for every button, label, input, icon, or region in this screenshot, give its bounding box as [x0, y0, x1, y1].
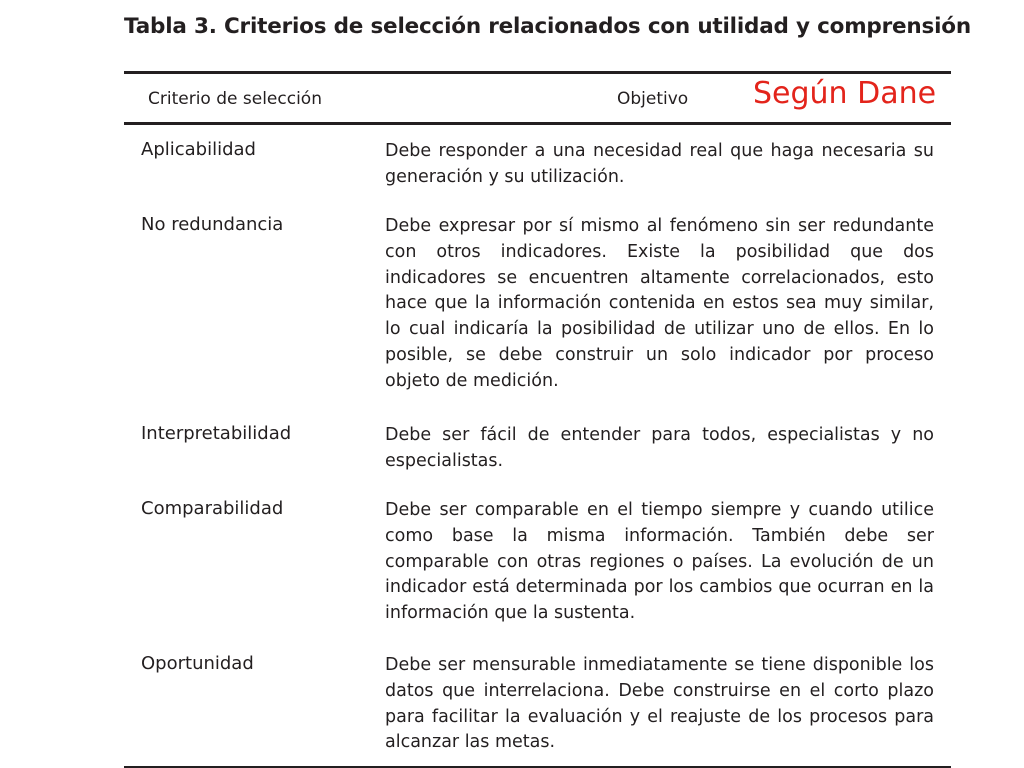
- row-objective: Debe expresar por sí mismo al fenómeno sin ser redundante con otros indicadores. Existe la posibilidad que dos indicadores se encuentren altamente correlacionados, esto hace que la información contenida en estos sea muy similar, lo cual indicaría la posibilidad de utilizar uno de ellos. En lo posible, se debe construir un solo indicador por proceso objeto de medición.: [385, 216, 934, 391]
- column-header-objective: Objetivo: [617, 89, 689, 109]
- source-annotation: Según Dane: [753, 76, 937, 111]
- top-rule: [124, 71, 951, 74]
- row-objective: Debe ser mensurable inmediatamente se tiene disponible los datos que interrelaciona. Debe construirse en el corto plazo para facilitar la evaluación y el reajuste de los procesos para alcanzar las metas.: [385, 655, 934, 753]
- header-rule: [124, 122, 951, 125]
- row-criterion: Aplicabilidad: [141, 139, 256, 160]
- row-criterion: Comparabilidad: [141, 498, 284, 519]
- row-criterion: Oportunidad: [141, 653, 254, 674]
- column-header-criterion: Criterio de selección: [148, 89, 322, 109]
- row-objective: Debe ser fácil de entender para todos, especialistas y no especialistas.: [385, 425, 934, 471]
- row-objective: Debe ser comparable en el tiempo siempre y cuando utilice como base la misma información. También debe ser comparable con otras regiones o países. La evolución de un indicador está determinada por los cambios que ocurran en la información que la sustenta.: [385, 500, 934, 624]
- row-objective: Debe responder a una necesidad real que haga necesaria su generación y su utilización.: [385, 141, 934, 187]
- table-title: Tabla 3. Criterios de selección relacionados con utilidad y comprensión: [124, 14, 971, 39]
- row-criterion: Interpretabilidad: [141, 423, 292, 444]
- row-criterion: No redundancia: [141, 214, 284, 235]
